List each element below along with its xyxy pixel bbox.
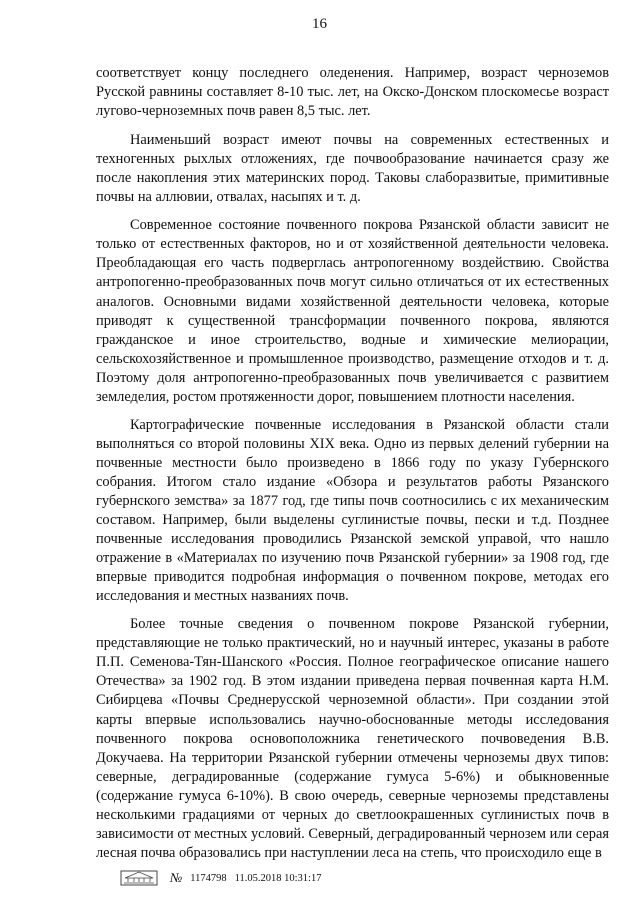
paragraph-5: Более точные сведения о почвенном покрове Рязанской губернии, представляющие не только практический, но и научный интерес, указаны в работе П.П. Семенова-Тян-Шанского «Россия. Полное географическое описание нашего Отечества» за 1902 год. В этом издании приведена первая почвенная карта Н.М. Сибирцева «Почвы Среднерусской черноземной области». При создании этой карты впервые использовались научно-обоснованные методы исследования почвенного покрова основоположника генетического почвоведения В.В. Докучаева. На территории Рязанской губернии отмечены черноземы двух типов: северные, деградированные (содержание гумуса 5-6%) и обыкновенные (содержание гумуса 6-10%). В свою очередь, северные черноземы представлены несколькими градациями от черных до светлоокрашенных суглинистых почв в зависимости от местных условий. Северный, деградированный чернозем или серая лесная почва образовались при наступлении леса на степь, что происходило еще в: [96, 616, 609, 861]
handwritten-mark: №: [170, 870, 183, 885]
paragraph-3: Современное состояние почвенного покрова Рязанской области зависит не только от естественных факторов, но и от хозяйственной деятельности человека. Преобладающая его часть подверглась антропогенному воздействию. Свойства антропогенно-преобразованных почв могут сильно отличаться от их естественных аналогов. Основными видами хозяйственной деятельности человека, которые приводят к существенной трансформации почвенного покрова, являются гражданское и иное строительство, водные и химические мелиорации, сельскохозяйственное и промышленное производство, размещение отходов и т. д. Поэтому доля антропогенно-преобразованных почв увеличивается с развитием земледелия, ростом протяженности дорог, повышением плотности населения.: [96, 217, 609, 405]
timestamp: 11.05.2018 10:31:17: [234, 872, 322, 884]
registry-seal-icon: [120, 870, 158, 886]
paragraph-1: соответствует концу последнего оледенения. Например, возраст черноземов Русской равнины составляет 8-10 тыс. лет, на Окско-Донском плоскомесье возраст лугово-черноземных почв равен 8,5 тыс. лет.: [96, 65, 609, 120]
document-body: [96, 64, 609, 863]
paragraph-4: Картографические почвенные исследования в Рязанской области стали выполняться со второй половины XIX века. Одно из первых делений губернии на почвенные местности было произведено в 1866 году по указу Губернского собрания. Итогом стало издание «Обзора и результатов работы Рязанского губернского земства» за 1877 год, где типы почв соотносились с их механическим составом. Например, были выделены суглинистые почвы, пески и т.д. Позднее почвенные исследования проводились Рязанской земской управой, что нашло отражение в «Материалах по изучению почв Рязанской губернии» за 1908 год, где впервые приводится подробная информация о почвенном покрове, методах его исследования и местных названиях почв.: [96, 416, 609, 605]
paragraph-2: Наименьший возраст имеют почвы на современных естественных и техногенных рыхлых отложениях, где почвообразование начинается сразу же после накопления этих материнских пород. Таковы слаборазвитые, примитивные почвы на аллювии, отвалах, насыпях и т. д.: [96, 132, 609, 206]
document-id: 1174798: [190, 872, 227, 884]
page-number: 16: [312, 16, 327, 32]
footer-stamp: [120, 870, 321, 886]
